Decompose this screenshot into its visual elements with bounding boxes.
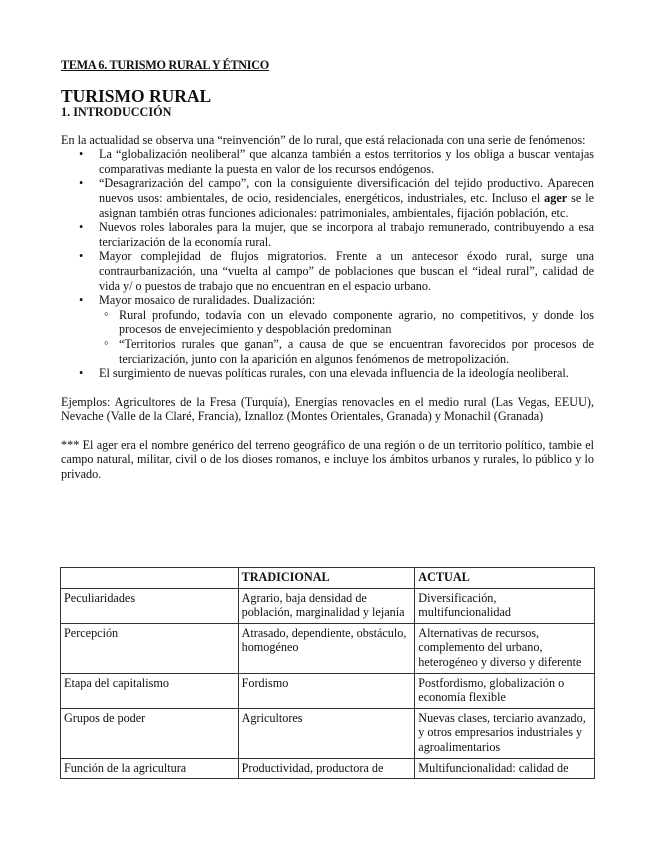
table-cell: Productividad, productora de bbox=[238, 758, 415, 779]
table-cell: Nuevas clases, terciario avanzado, y otros empresarios industriales y agroalimentarios bbox=[415, 708, 595, 758]
list-item: • La “globalización neoliberal” que alcanza también a estos territorios y los obliga a buscar ventajas comparativas mediante la puesta en valor de los recursos endógenos. bbox=[99, 147, 594, 176]
ager-term: ager bbox=[544, 190, 568, 205]
table-cell: Peculiaridades bbox=[61, 588, 239, 623]
table-header-empty bbox=[61, 568, 239, 589]
table-cell: Agricultores bbox=[238, 708, 415, 758]
sublist-item: ◦ Rural profundo, todavía con un elevado componente agrario, no competitivos, y donde los procesos de envejecimiento y despoblación predominan bbox=[119, 308, 594, 337]
section-heading: TURISMO RURAL bbox=[61, 85, 212, 106]
list-item bbox=[99, 176, 594, 220]
list-item: • Nuevos roles laborales para la mujer, que se incorpora al trabajo remunerado, contribuyendo a esa terciarización de la economía rural. bbox=[99, 220, 594, 249]
sublist-item: ◦ “Territorios rurales que ganan”, a causa de que se encuentran favorecidos por procesos de terciarización, junto con la aparición en algunos fenómenos de metropolización. bbox=[119, 337, 594, 366]
table-cell: Multifuncionalidad: calidad de bbox=[415, 758, 595, 779]
table-cell: Postfordismo, globalización o economía flexible bbox=[415, 673, 595, 708]
subsection-heading: 1. INTRODUCCIÓN bbox=[61, 104, 172, 119]
list-item-text: se le asignan también otras funciones adicionales: patrimoniales, ambientales, fijación población, etc. bbox=[99, 190, 594, 220]
table-cell: Fordismo bbox=[238, 673, 415, 708]
ager-note-paragraph: *** El ager era el nombre genérico del terreno geográfico de una región o de un territorio político, tambie el campo natural, militar, civil o de los dioses romanos, e incluye los ámbitos urbanos y rurales, lo público y lo privado. bbox=[61, 437, 594, 482]
table-cell: Etapa del capitalismo bbox=[61, 673, 239, 708]
table-cell: Agrario, baja densidad de población, marginalidad y lejanía bbox=[238, 588, 415, 623]
table-cell: Percepción bbox=[61, 623, 239, 673]
examples-paragraph: Ejemplos: Agricultores de la Fresa (Turquía), Energías renovacles en el medio rural (Las Vegas, EEUU), Nevache (Valle de la Claré, Francia), Iznalloz (Montes Orientales, Granada) y Monachil (Granada) bbox=[61, 394, 594, 424]
list-item: • Mayor complejidad de flujos migratorios. Frente a un antecesor éxodo rural, surge una contraurbanización, una “vuelta al campo” de poblaciones que buscan el “ideal rural”, calidad de vida y/ o puestos de trabajo que no encuentran en el espacio urbano. bbox=[99, 249, 594, 293]
table-header-row bbox=[61, 568, 595, 589]
document-page bbox=[61, 58, 594, 482]
topic-title: TEMA 6. TURISMO RURAL Y ÉTNICO bbox=[61, 58, 269, 72]
table-row bbox=[61, 708, 595, 758]
dualization-sublist bbox=[99, 308, 594, 366]
list-item-text: “Desagrarización del campo”, con la consiguiente diversificación del tejido productivo. Aparecen nuevos usos: ambientales, de ocio, residenciales, energéticos, industriales, etc. Incluso el bbox=[99, 176, 594, 205]
list-item: • El surgimiento de nuevas políticas rurales, con una elevada influencia de la ideología neoliberal. bbox=[99, 366, 594, 381]
table-row bbox=[61, 623, 595, 673]
list-item-text: Mayor mosaico de ruralidades. Dualización: bbox=[99, 293, 316, 308]
table-cell: Alternativas de recursos, complemento del urbano, heterogéneo y diverso y diferente bbox=[415, 623, 595, 673]
table-cell: Diversificación, multifuncionalidad bbox=[415, 588, 595, 623]
table-cell: Grupos de poder bbox=[61, 708, 239, 758]
comparison-table bbox=[60, 567, 595, 779]
table-row bbox=[61, 673, 595, 708]
table-row bbox=[61, 758, 595, 779]
list-item bbox=[99, 293, 594, 366]
table-cell: Función de la agricultura bbox=[61, 758, 239, 779]
table-header-tradicional: TRADICIONAL bbox=[238, 568, 415, 589]
phenomena-list bbox=[61, 147, 594, 381]
table-row bbox=[61, 588, 595, 623]
table-cell: Atrasado, dependiente, obstáculo, homogéneo bbox=[238, 623, 415, 673]
intro-paragraph: En la actualidad se observa una “reinvención” de lo rural, que está relacionada con una serie de fenómenos: bbox=[61, 132, 586, 147]
table-header-actual: ACTUAL bbox=[415, 568, 595, 589]
